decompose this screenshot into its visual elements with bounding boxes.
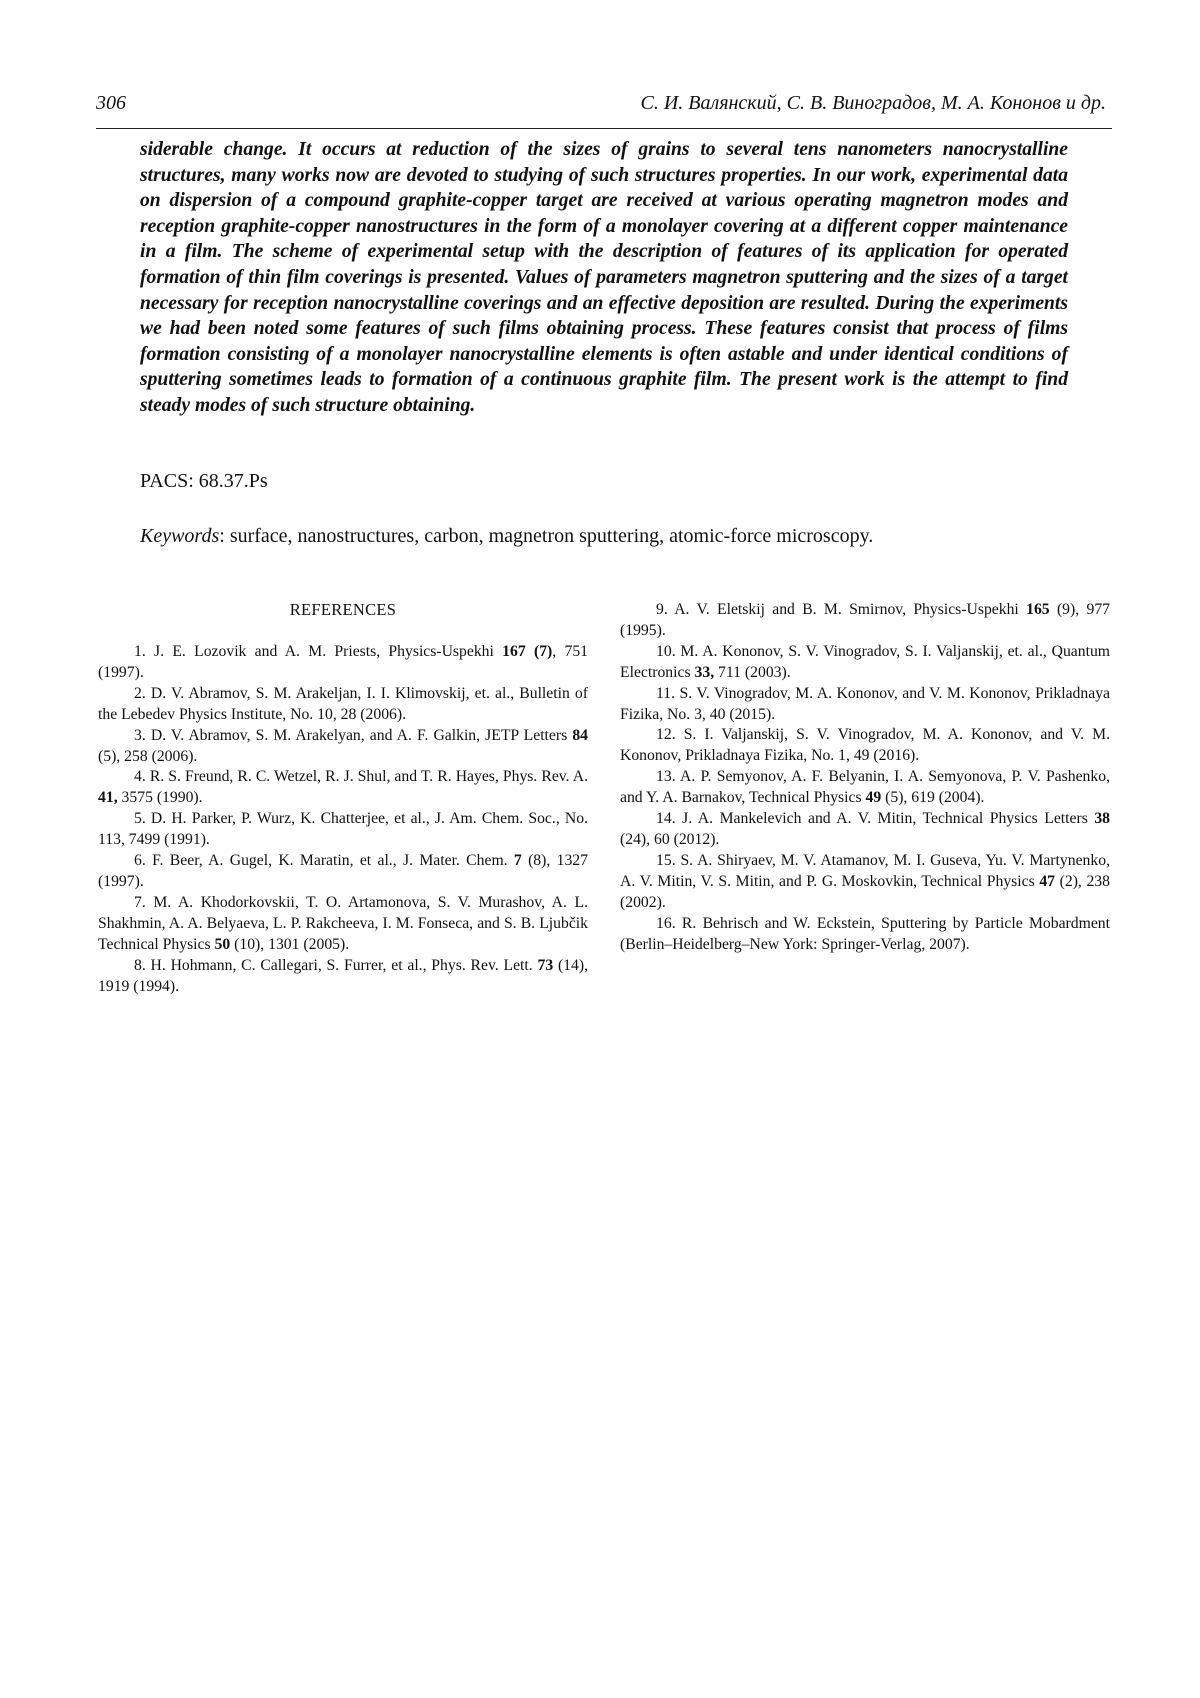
reference-item: 3. D. V. Abramov, S. M. Arakelyan, and A. F. Galkin, JETP Letters 84 (5), 258 (2006). (98, 726, 588, 765)
running-head: С. И. Валянский, С. В. Виноградов, М. А. Кононов и др. (640, 92, 1106, 114)
reference-item: 14. J. A. Mankelevich and A. V. Mitin, Technical Physics Letters 38 (24), 60 (2012). (620, 810, 1110, 848)
keywords-text: : surface, nanostructures, carbon, magnetron sputtering, atomic-force microscopy. (219, 525, 874, 547)
reference-item: 5. D. H. Parker, P. Wurz, K. Chatterjee, et al., J. Am. Chem. Soc., No. 113, 7499 (1991). (98, 810, 588, 849)
reference-item: 1. J. E. Lozovik and A. M. Priests, Physics-Uspekhi 167 (7), 751 (1997). (98, 643, 589, 681)
reference-item: 15. S. A. Shiryaev, M. V. Atamanov, M. I. Guseva, Yu. V. Martynenko, A. V. Mitin, V. S. Mitin, and P. G. Moskovkin, Technical Physics 47 (2), 238 (2002). (620, 851, 1110, 911)
reference-item: 12. S. I. Valjanskij, S. V. Vinogradov, M. A. Kononov, and V. M. Kononov, Prikladnaya Fizika, No. 1, 49 (2016). (620, 726, 1110, 765)
keywords-label: Keywords (140, 525, 220, 547)
reference-item: 8. H. Hohmann, C. Callegari, S. Furrer, et al., Phys. Rev. Lett. 73 (14), 1919 (1994). (98, 956, 588, 995)
reference-item: 6. F. Beer, A. Gugel, K. Maratin, et al., J. Mater. Chem. 7 (8), 1327 (1997). (98, 852, 588, 890)
references-left-column (98, 642, 588, 997)
reference-item: 16. R. Behrisch and W. Eckstein, Sputtering by Particle Mobardment (Berlin–Heidelberg–New York: Springer-Verlag, 2007). (620, 914, 1110, 953)
references-heading: REFERENCES (289, 600, 397, 619)
reference-item: 13. A. P. Semyonov, A. F. Belyanin, I. A. Semyonova, P. V. Pashenko, and Y. A. Barnakov, Technical Physics 49 (5), 619 (2004). (620, 768, 1110, 807)
reference-item: 9. A. V. Eletskij and B. M. Smirnov, Physics-Uspekhi 165 (9), 977 (1995). (620, 601, 1111, 639)
reference-item: 2. D. V. Abramov, S. M. Arakeljan, I. I. Klimovskij, et. al., Bulletin of the Lebedev Physics Institute, No. 10, 28 (2006). (98, 684, 588, 723)
reference-item: 4. R. S. Freund, R. C. Wetzel, R. J. Shul, and T. R. Hayes, Phys. Rev. A. 41, 3575 (1990). (98, 768, 588, 807)
page-number: 306 (96, 92, 126, 114)
page-header (96, 88, 1112, 129)
pacs-code: PACS: 68.37.Ps (140, 470, 268, 492)
abstract-text: siderable change. It occurs at reduction of the sizes of grains to several tens nanometers nanocrystalline structures, many works now are devoted to studying of such structures properties. In our work, experimental data on dispersion of a compound graphite-copper target are received at various operating magnetron modes and reception graphite-copper nanostructures in the form of a monolayer covering at a different copper maintenance in a film. The scheme of experimental setup with the description of features of its application for operated formation of thin film coverings is presented. Values of parameters magnetron sputtering and the sizes of a target necessary for reception nanocrystalline coverings and an effective deposition are resulted. During the experiments we had been noted some features of such films obtaining process. These features consist that process of films formation consisting of a monolayer nanocrystalline elements is often astable and under identical conditions of sputtering sometimes leads to formation of a continuous graphite film. The present work is the attempt to find steady modes of such structure obtaining. (140, 139, 1068, 416)
reference-item: 7. M. A. Khodorkovskii, T. O. Artamonova, S. V. Murashov, A. L. Shakhmin, A. A. Belyaeva, L. P. Rakcheeva, I. M. Fonseca, and S. B. Ljubčik Technical Physics 50 (10), 1301 (2005). (98, 893, 588, 953)
reference-item: 11. S. V. Vinogradov, M. A. Kononov, and V. M. Kononov, Prikladnaya Fizika, No. 3, 40 (2015). (620, 684, 1110, 723)
keywords-line (140, 525, 873, 548)
references-right-column (620, 600, 1110, 955)
reference-item: 10. M. A. Kononov, S. V. Vinogradov, S. I. Valjanskij, et. al., Quantum Electronics 33, 711 (2003). (620, 642, 1110, 681)
